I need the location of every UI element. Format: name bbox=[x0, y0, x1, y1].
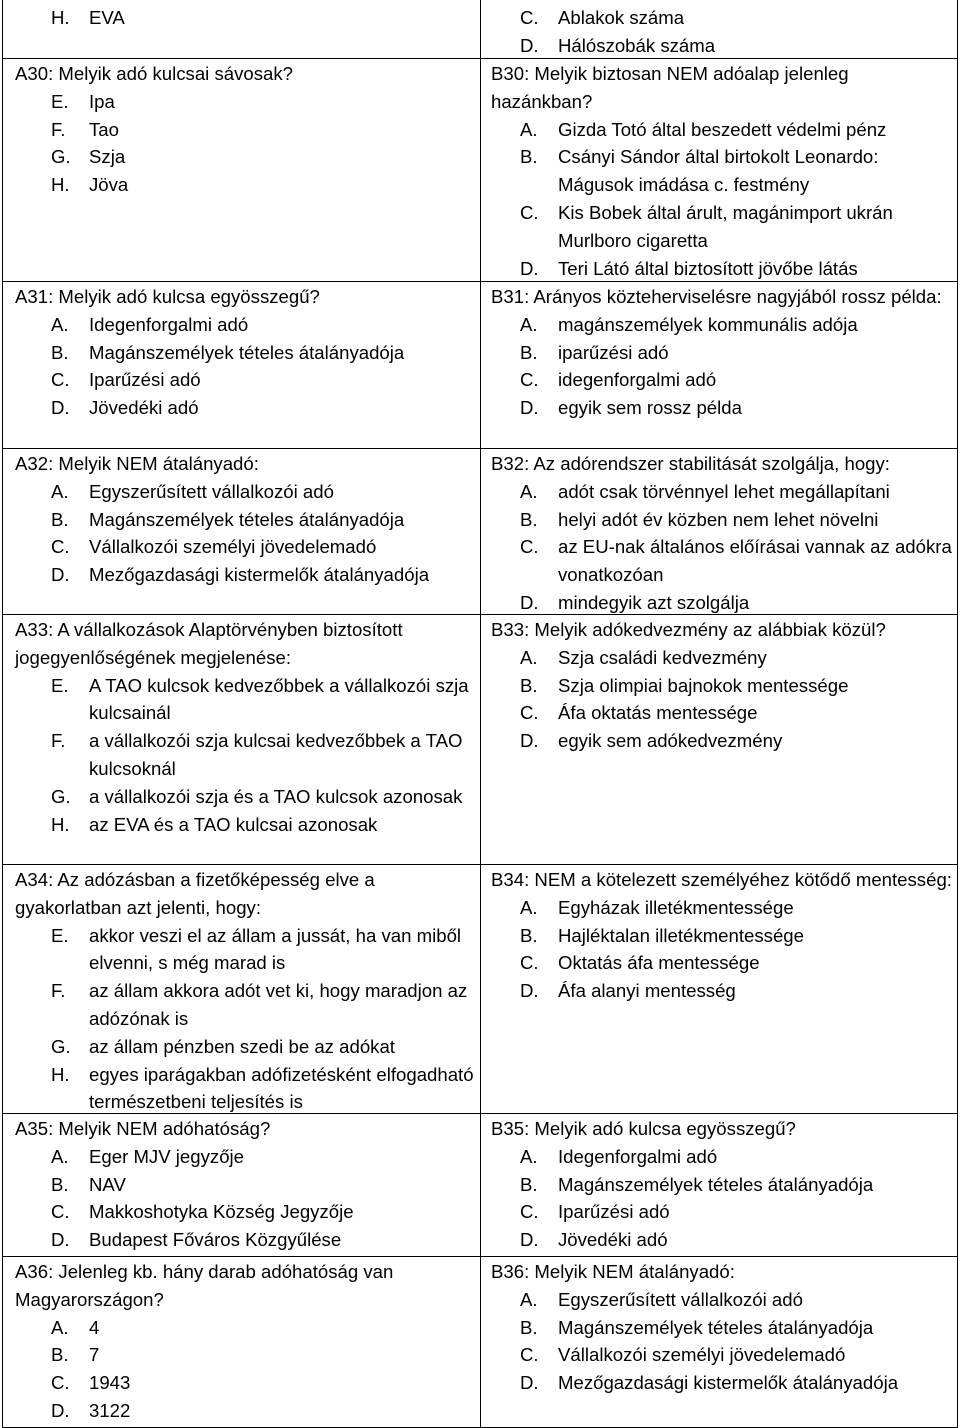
option-letter: A. bbox=[51, 313, 69, 335]
answer-option bbox=[483, 506, 955, 534]
option-letter: E. bbox=[51, 674, 69, 696]
option-text: Vállalkozói személyi jövedelemadó bbox=[89, 536, 377, 558]
option-letter: B. bbox=[520, 674, 538, 696]
option-text: Idegenforgalmi adó bbox=[89, 313, 249, 335]
question-cell-a31 bbox=[0, 283, 476, 422]
answer-option bbox=[483, 1226, 955, 1254]
option-letter: H. bbox=[51, 174, 70, 196]
question-cell-b29-tail bbox=[483, 4, 955, 60]
answer-option bbox=[483, 727, 955, 755]
option-letter: B. bbox=[51, 508, 69, 530]
question-text: A35: Melyik NEM adóhatóság? bbox=[15, 1118, 271, 1139]
option-text: Egyházak illetékmentessége bbox=[558, 896, 794, 918]
answer-option bbox=[483, 922, 955, 950]
answer-option bbox=[0, 1061, 476, 1117]
option-text: egyik sem rossz példa bbox=[558, 397, 742, 419]
answer-option bbox=[483, 1286, 955, 1314]
option-letter: A. bbox=[520, 1145, 538, 1167]
option-text: Magánszemélyek tételes átalányadója bbox=[558, 1173, 874, 1195]
option-letter: B. bbox=[520, 146, 538, 168]
option-text: adót csak törvénnyel lehet megállapítani bbox=[558, 480, 890, 502]
question-text: B34: NEM a kötelezett személyéhez kötődő mentesség: bbox=[491, 869, 952, 890]
option-letter: D. bbox=[51, 1399, 70, 1421]
option-letter: F. bbox=[51, 118, 66, 140]
answer-option bbox=[0, 533, 476, 561]
answer-option bbox=[483, 1171, 955, 1199]
question-text: B30: Melyik biztosan NEM adóalap jelenleg hazánkban? bbox=[491, 63, 849, 112]
answer-option bbox=[483, 644, 955, 672]
option-letter: D. bbox=[520, 1229, 539, 1251]
option-text: Ipa bbox=[89, 90, 115, 112]
option-text: Mezőgazdasági kistermelők átalányadója bbox=[558, 1372, 899, 1394]
row-divider bbox=[2, 864, 958, 865]
question-text: B33: Melyik adókedvezmény az alábbiak közül? bbox=[491, 619, 886, 640]
option-text: Szja bbox=[89, 146, 126, 168]
question-text: B31: Arányos közteherviselésre nagyjából rossz példa: bbox=[491, 286, 942, 307]
answer-option bbox=[0, 811, 476, 839]
option-text: Egyszerűsített vállalkozói adó bbox=[89, 480, 334, 502]
option-text: Áfa oktatás mentessége bbox=[558, 702, 758, 724]
option-letter: G. bbox=[51, 1035, 71, 1057]
answer-option bbox=[483, 366, 955, 394]
option-letter: E. bbox=[51, 90, 69, 112]
answer-option bbox=[0, 143, 476, 171]
option-text: idegenforgalmi adó bbox=[558, 369, 717, 391]
option-letter: A. bbox=[520, 118, 538, 140]
option-letter: D. bbox=[520, 397, 539, 419]
answer-option bbox=[483, 116, 955, 144]
option-letter: B. bbox=[520, 1173, 538, 1195]
option-text: Budapest Főváros Közgyűlése bbox=[89, 1229, 342, 1251]
answer-option bbox=[0, 561, 476, 589]
option-letter: A. bbox=[520, 1288, 538, 1310]
answer-option bbox=[0, 1369, 476, 1397]
option-letter: B. bbox=[520, 508, 538, 530]
question-cell-b34 bbox=[483, 866, 955, 1005]
table-column-divider bbox=[480, 0, 481, 1428]
option-text: Csányi Sándor által birtokolt Leonardo: Mágusok imádása c. festmény bbox=[558, 146, 879, 196]
option-text: az állam pénzben szedi be az adókat bbox=[89, 1035, 395, 1057]
option-letter: C. bbox=[520, 369, 539, 391]
answer-option bbox=[483, 4, 955, 32]
option-text: Idegenforgalmi adó bbox=[558, 1145, 718, 1167]
option-text: Hálószobák száma bbox=[558, 34, 716, 56]
question-cell-b30 bbox=[483, 60, 955, 282]
option-letter: F. bbox=[51, 730, 66, 752]
question-cell-b35 bbox=[483, 1115, 955, 1254]
option-text: Magánszemélyek tételes átalányadója bbox=[89, 341, 405, 363]
option-letter: C. bbox=[520, 7, 539, 28]
question-cell-a30 bbox=[0, 60, 476, 199]
option-letter: E. bbox=[51, 924, 69, 946]
question-text: A30: Melyik adó kulcsai sávosak? bbox=[15, 63, 294, 84]
answer-option bbox=[0, 394, 476, 422]
option-text: Szja családi kedvezmény bbox=[558, 646, 767, 668]
option-letter: D. bbox=[51, 564, 70, 586]
answer-option bbox=[483, 255, 955, 283]
option-letter: C. bbox=[520, 201, 539, 223]
answer-option bbox=[483, 1198, 955, 1226]
answer-option bbox=[0, 4, 476, 32]
option-text: Jöva bbox=[89, 174, 129, 196]
question-cell-b31 bbox=[483, 283, 955, 422]
answer-option bbox=[483, 32, 955, 60]
answer-option bbox=[483, 589, 955, 617]
question-cell-a33 bbox=[0, 616, 476, 838]
option-text: Tao bbox=[89, 118, 119, 140]
answer-option bbox=[483, 1143, 955, 1171]
option-text: Magánszemélyek tételes átalányadója bbox=[89, 508, 405, 530]
option-text: 1943 bbox=[89, 1372, 131, 1394]
question-text: A36: Jelenleg kb. hány darab adóhatóság van Magyarországon? bbox=[15, 1261, 394, 1310]
option-text: Gizda Totó által beszedett védelmi pénz bbox=[558, 118, 887, 140]
option-text: Vállalkozói személyi jövedelemadó bbox=[558, 1344, 846, 1366]
question-text: A33: A vállalkozások Alaptörvényben biztosított jogegyenlőségének megjelenése: bbox=[15, 619, 403, 668]
option-text: az állam akkora adót vet ki, hogy maradjon az adózónak is bbox=[89, 980, 468, 1029]
question-cell-a32 bbox=[0, 450, 476, 589]
answer-option bbox=[0, 727, 476, 783]
option-letter: D. bbox=[520, 34, 539, 56]
option-letter: A. bbox=[51, 1145, 69, 1167]
option-text: A TAO kulcsok kedvezőbbek a vállalkozói szja kulcsainál bbox=[89, 674, 469, 724]
option-letter: A. bbox=[51, 480, 69, 502]
question-text: B32: Az adórendszer stabilitását szolgálja, hogy: bbox=[491, 453, 890, 474]
answer-option bbox=[0, 1314, 476, 1342]
answer-option bbox=[0, 977, 476, 1033]
option-letter: A. bbox=[520, 480, 538, 502]
option-text: iparűzési adó bbox=[558, 341, 669, 363]
option-text: Egyszerűsített vállalkozói adó bbox=[558, 1288, 803, 1310]
option-text: EVA bbox=[89, 7, 125, 28]
option-text: a vállalkozói szja kulcsai kedvezőbbek a TAO kulcsoknál bbox=[89, 730, 463, 779]
option-letter: C. bbox=[520, 536, 539, 558]
option-text: 7 bbox=[89, 1344, 100, 1366]
option-text: Eger MJV jegyzője bbox=[89, 1145, 245, 1167]
option-text: Oktatás áfa mentessége bbox=[558, 952, 760, 974]
option-text: 3122 bbox=[89, 1399, 131, 1421]
option-text: egyes iparágakban adófizetésként elfogadható természetbeni teljesítés is bbox=[89, 1063, 474, 1113]
option-letter: H. bbox=[51, 1063, 70, 1085]
option-letter: A. bbox=[520, 896, 538, 918]
option-text: NAV bbox=[89, 1173, 126, 1195]
answer-option bbox=[0, 1033, 476, 1061]
option-letter: D. bbox=[520, 1372, 539, 1394]
answer-option bbox=[483, 478, 955, 506]
option-letter: D. bbox=[51, 397, 70, 419]
option-text: Áfa alanyi mentesség bbox=[558, 980, 736, 1002]
option-letter: A. bbox=[520, 646, 538, 668]
answer-option bbox=[0, 922, 476, 978]
question-cell-a35 bbox=[0, 1115, 476, 1254]
answer-option bbox=[0, 116, 476, 144]
option-text: mindegyik azt szolgálja bbox=[558, 591, 750, 613]
option-text: Kis Bobek által árult, magánimport ukrán Murlboro cigaretta bbox=[558, 201, 893, 251]
answer-option bbox=[483, 977, 955, 1005]
answer-option bbox=[0, 1397, 476, 1425]
option-letter: D. bbox=[520, 980, 539, 1002]
answer-option bbox=[483, 199, 955, 255]
option-letter: G. bbox=[51, 785, 71, 807]
option-letter: C. bbox=[51, 536, 70, 558]
question-cell-a36 bbox=[0, 1258, 476, 1425]
option-letter: C. bbox=[520, 1344, 539, 1366]
option-text: Teri Látó által biztosított jövőbe látás bbox=[558, 257, 858, 279]
option-letter: B. bbox=[51, 341, 69, 363]
option-letter: C. bbox=[51, 1372, 70, 1394]
option-letter: A. bbox=[51, 1316, 69, 1338]
answer-option bbox=[0, 506, 476, 534]
question-text: A32: Melyik NEM átalányadó: bbox=[15, 453, 259, 474]
answer-option bbox=[483, 1341, 955, 1369]
row-divider bbox=[2, 448, 958, 449]
answer-option bbox=[483, 949, 955, 977]
answer-option bbox=[0, 88, 476, 116]
option-letter: D. bbox=[520, 730, 539, 752]
question-text: B36: Melyik NEM átalányadó: bbox=[491, 1261, 735, 1282]
row-divider bbox=[2, 1256, 958, 1257]
option-text: Iparűzési adó bbox=[89, 369, 201, 391]
option-letter: B. bbox=[51, 1344, 69, 1366]
question-cell-a34 bbox=[0, 866, 476, 1116]
question-text: B35: Melyik adó kulcsa egyösszegű? bbox=[491, 1118, 796, 1139]
answer-option bbox=[483, 672, 955, 700]
option-letter: D. bbox=[520, 591, 539, 613]
option-letter: F. bbox=[51, 980, 66, 1002]
question-cell-b32 bbox=[483, 450, 955, 617]
option-text: Ablakok száma bbox=[558, 7, 685, 28]
option-letter: H. bbox=[51, 7, 70, 28]
option-text: egyik sem adókedvezmény bbox=[558, 730, 783, 752]
answer-option bbox=[0, 311, 476, 339]
option-letter: B. bbox=[520, 924, 538, 946]
answer-option bbox=[0, 783, 476, 811]
question-cell-b36 bbox=[483, 1258, 955, 1397]
question-cell-h-eva bbox=[0, 4, 476, 32]
answer-option bbox=[483, 1314, 955, 1342]
option-text: az EVA és a TAO kulcsai azonosak bbox=[89, 813, 378, 835]
option-text: Jövedéki adó bbox=[558, 1229, 668, 1251]
answer-option bbox=[483, 339, 955, 367]
option-text: Mezőgazdasági kistermelők átalányadója bbox=[89, 564, 430, 586]
answer-option bbox=[0, 339, 476, 367]
option-letter: C. bbox=[520, 952, 539, 974]
answer-option bbox=[0, 1171, 476, 1199]
option-letter: H. bbox=[51, 813, 70, 835]
answer-option bbox=[0, 478, 476, 506]
option-text: magánszemélyek kommunális adója bbox=[558, 313, 858, 335]
answer-option bbox=[0, 1143, 476, 1171]
question-text: A34: Az adózásban a fizetőképesség elve a gyakorlatban azt jelenti, hogy: bbox=[15, 869, 375, 918]
option-text: Iparűzési adó bbox=[558, 1201, 670, 1223]
answer-option bbox=[0, 1198, 476, 1226]
option-text: Jövedéki adó bbox=[89, 397, 199, 419]
question-cell-b33 bbox=[483, 616, 955, 755]
answer-option bbox=[483, 699, 955, 727]
answer-option bbox=[483, 894, 955, 922]
option-letter: B. bbox=[520, 341, 538, 363]
option-text: az EU-nak általános előírásai vannak az adókra vonatkozóan bbox=[558, 536, 952, 586]
option-letter: B. bbox=[51, 1173, 69, 1195]
answer-option bbox=[0, 366, 476, 394]
option-text: Magánszemélyek tételes átalányadója bbox=[558, 1316, 874, 1338]
table-border-right bbox=[957, 0, 958, 1428]
answer-option bbox=[483, 311, 955, 339]
answer-option bbox=[483, 143, 955, 199]
option-letter: C. bbox=[51, 1201, 70, 1223]
option-text: akkor veszi el az állam a jussát, ha van miből elvenni, s még marad is bbox=[89, 924, 462, 974]
answer-option bbox=[0, 1226, 476, 1254]
option-text: helyi adót év közben nem lehet növelni bbox=[558, 508, 879, 530]
option-text: Makkoshotyka Község Jegyzője bbox=[89, 1201, 354, 1223]
option-text: 4 bbox=[89, 1316, 100, 1338]
answer-option bbox=[483, 1369, 955, 1397]
option-letter: A. bbox=[520, 313, 538, 335]
option-letter: B. bbox=[520, 1316, 538, 1338]
option-letter: C. bbox=[51, 369, 70, 391]
answer-option bbox=[0, 171, 476, 199]
answer-option bbox=[0, 672, 476, 728]
option-letter: C. bbox=[520, 702, 539, 724]
answer-option bbox=[0, 1341, 476, 1369]
option-text: a vállalkozói szja és a TAO kulcsok azonosak bbox=[89, 785, 463, 807]
option-letter: D. bbox=[520, 257, 539, 279]
answer-option bbox=[483, 533, 955, 589]
option-letter: C. bbox=[520, 1201, 539, 1223]
option-text: Szja olimpiai bajnokok mentessége bbox=[558, 674, 849, 696]
answer-option bbox=[483, 394, 955, 422]
option-text: Hajléktalan illetékmentessége bbox=[558, 924, 804, 946]
option-letter: G. bbox=[51, 146, 71, 168]
question-text: A31: Melyik adó kulcsa egyösszegű? bbox=[15, 286, 320, 307]
option-letter: D. bbox=[51, 1229, 70, 1251]
